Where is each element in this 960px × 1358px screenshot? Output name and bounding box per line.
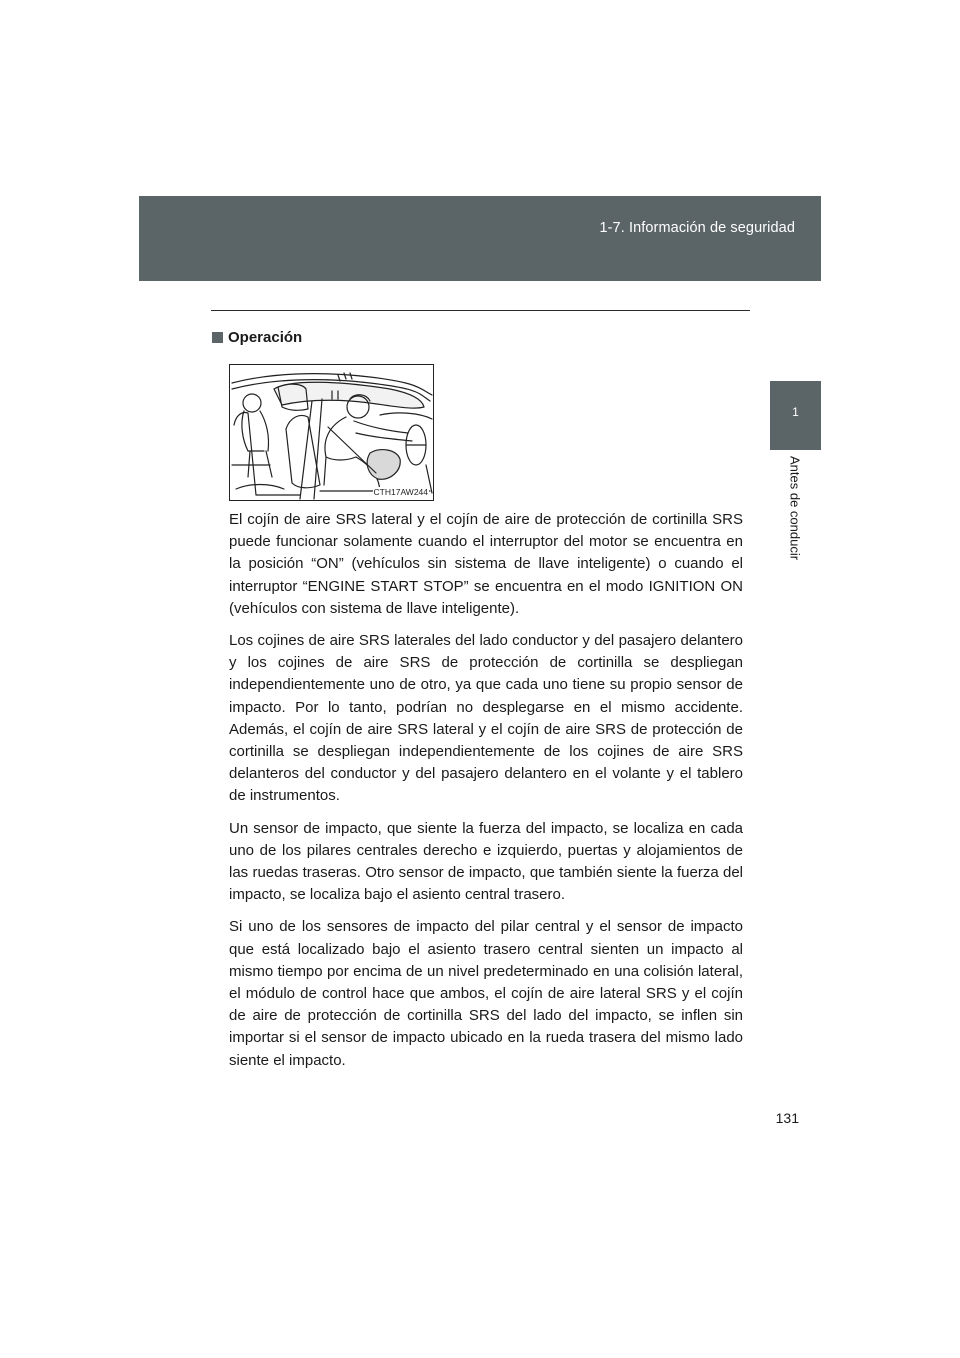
section-heading-text: Operación xyxy=(228,329,303,346)
chapter-number: 1 xyxy=(792,405,799,419)
body-text xyxy=(229,509,743,1082)
section-divider xyxy=(211,310,750,311)
paragraph: Un sensor de impacto, que siente la fuerza del impacto, se localiza en cada uno de los pilares centrales derecho e izquierdo, puertas y alojamientos de las ruedas traseras. Otro sensor de impacto, que también siente la fuerza del impacto, se localiza bajo el asiento central trasero. xyxy=(229,819,743,904)
chapter-header-band xyxy=(139,196,821,281)
car-interior-airbag-drawing xyxy=(230,365,433,500)
paragraph: El cojín de aire SRS lateral y el cojín de aire de protección de cortinilla SRS puede funcionar solamente cuando el interruptor del motor se encuentra en la posición “ON” (vehículos sin sistema de llave inteligente) o cuando el interruptor “ENGINE START STOP” se encuentra en el modo IGNITION ON (vehículos con sistema de llave inteligente). xyxy=(229,511,743,617)
paragraph: Si uno de los sensores de impacto del pilar central y el sensor de impacto que está localizado bajo el asiento trasero central sienten un impacto al mismo tiempo por encima de un nivel predeterminado en una colisión lateral, el módulo de control hace que ambos, el cojín de aire lateral SRS y el cojín de aire de protección de cortinilla SRS del lado del impacto, se inflen sin importar si el sensor de impacto ubicado en la rueda trasera del mismo lado siente el impacto. xyxy=(229,918,743,1069)
page-number: 131 xyxy=(775,1110,799,1126)
square-bullet-icon xyxy=(212,332,223,343)
figure-code: CTH17AW244 xyxy=(373,487,428,497)
paragraph: Los cojines de aire SRS laterales del lado conductor y del pasajero delantero y los cojines de aire SRS de protección de cortinilla se despliegan independientemente uno de otro, ya que cada uno tiene su propio sensor de impacto. Por lo tanto, podrían no desplegarse en el mismo accidente. Además, el cojín de aire SRS lateral y el cojín de aire SRS de protección de cortinilla se despliegan independientemente de los cojines de aire SRS delanteros del conductor y del pasajero delantero en el volante y el tablero de instrumentos. xyxy=(229,632,743,805)
chapter-tab xyxy=(770,381,821,450)
chapter-label-container xyxy=(770,450,821,585)
chapter-label: Antes de conducir xyxy=(787,456,803,561)
airbag-illustration xyxy=(229,364,434,501)
section-title: 1-7. Información de seguridad xyxy=(599,220,795,236)
section-heading xyxy=(212,329,302,346)
